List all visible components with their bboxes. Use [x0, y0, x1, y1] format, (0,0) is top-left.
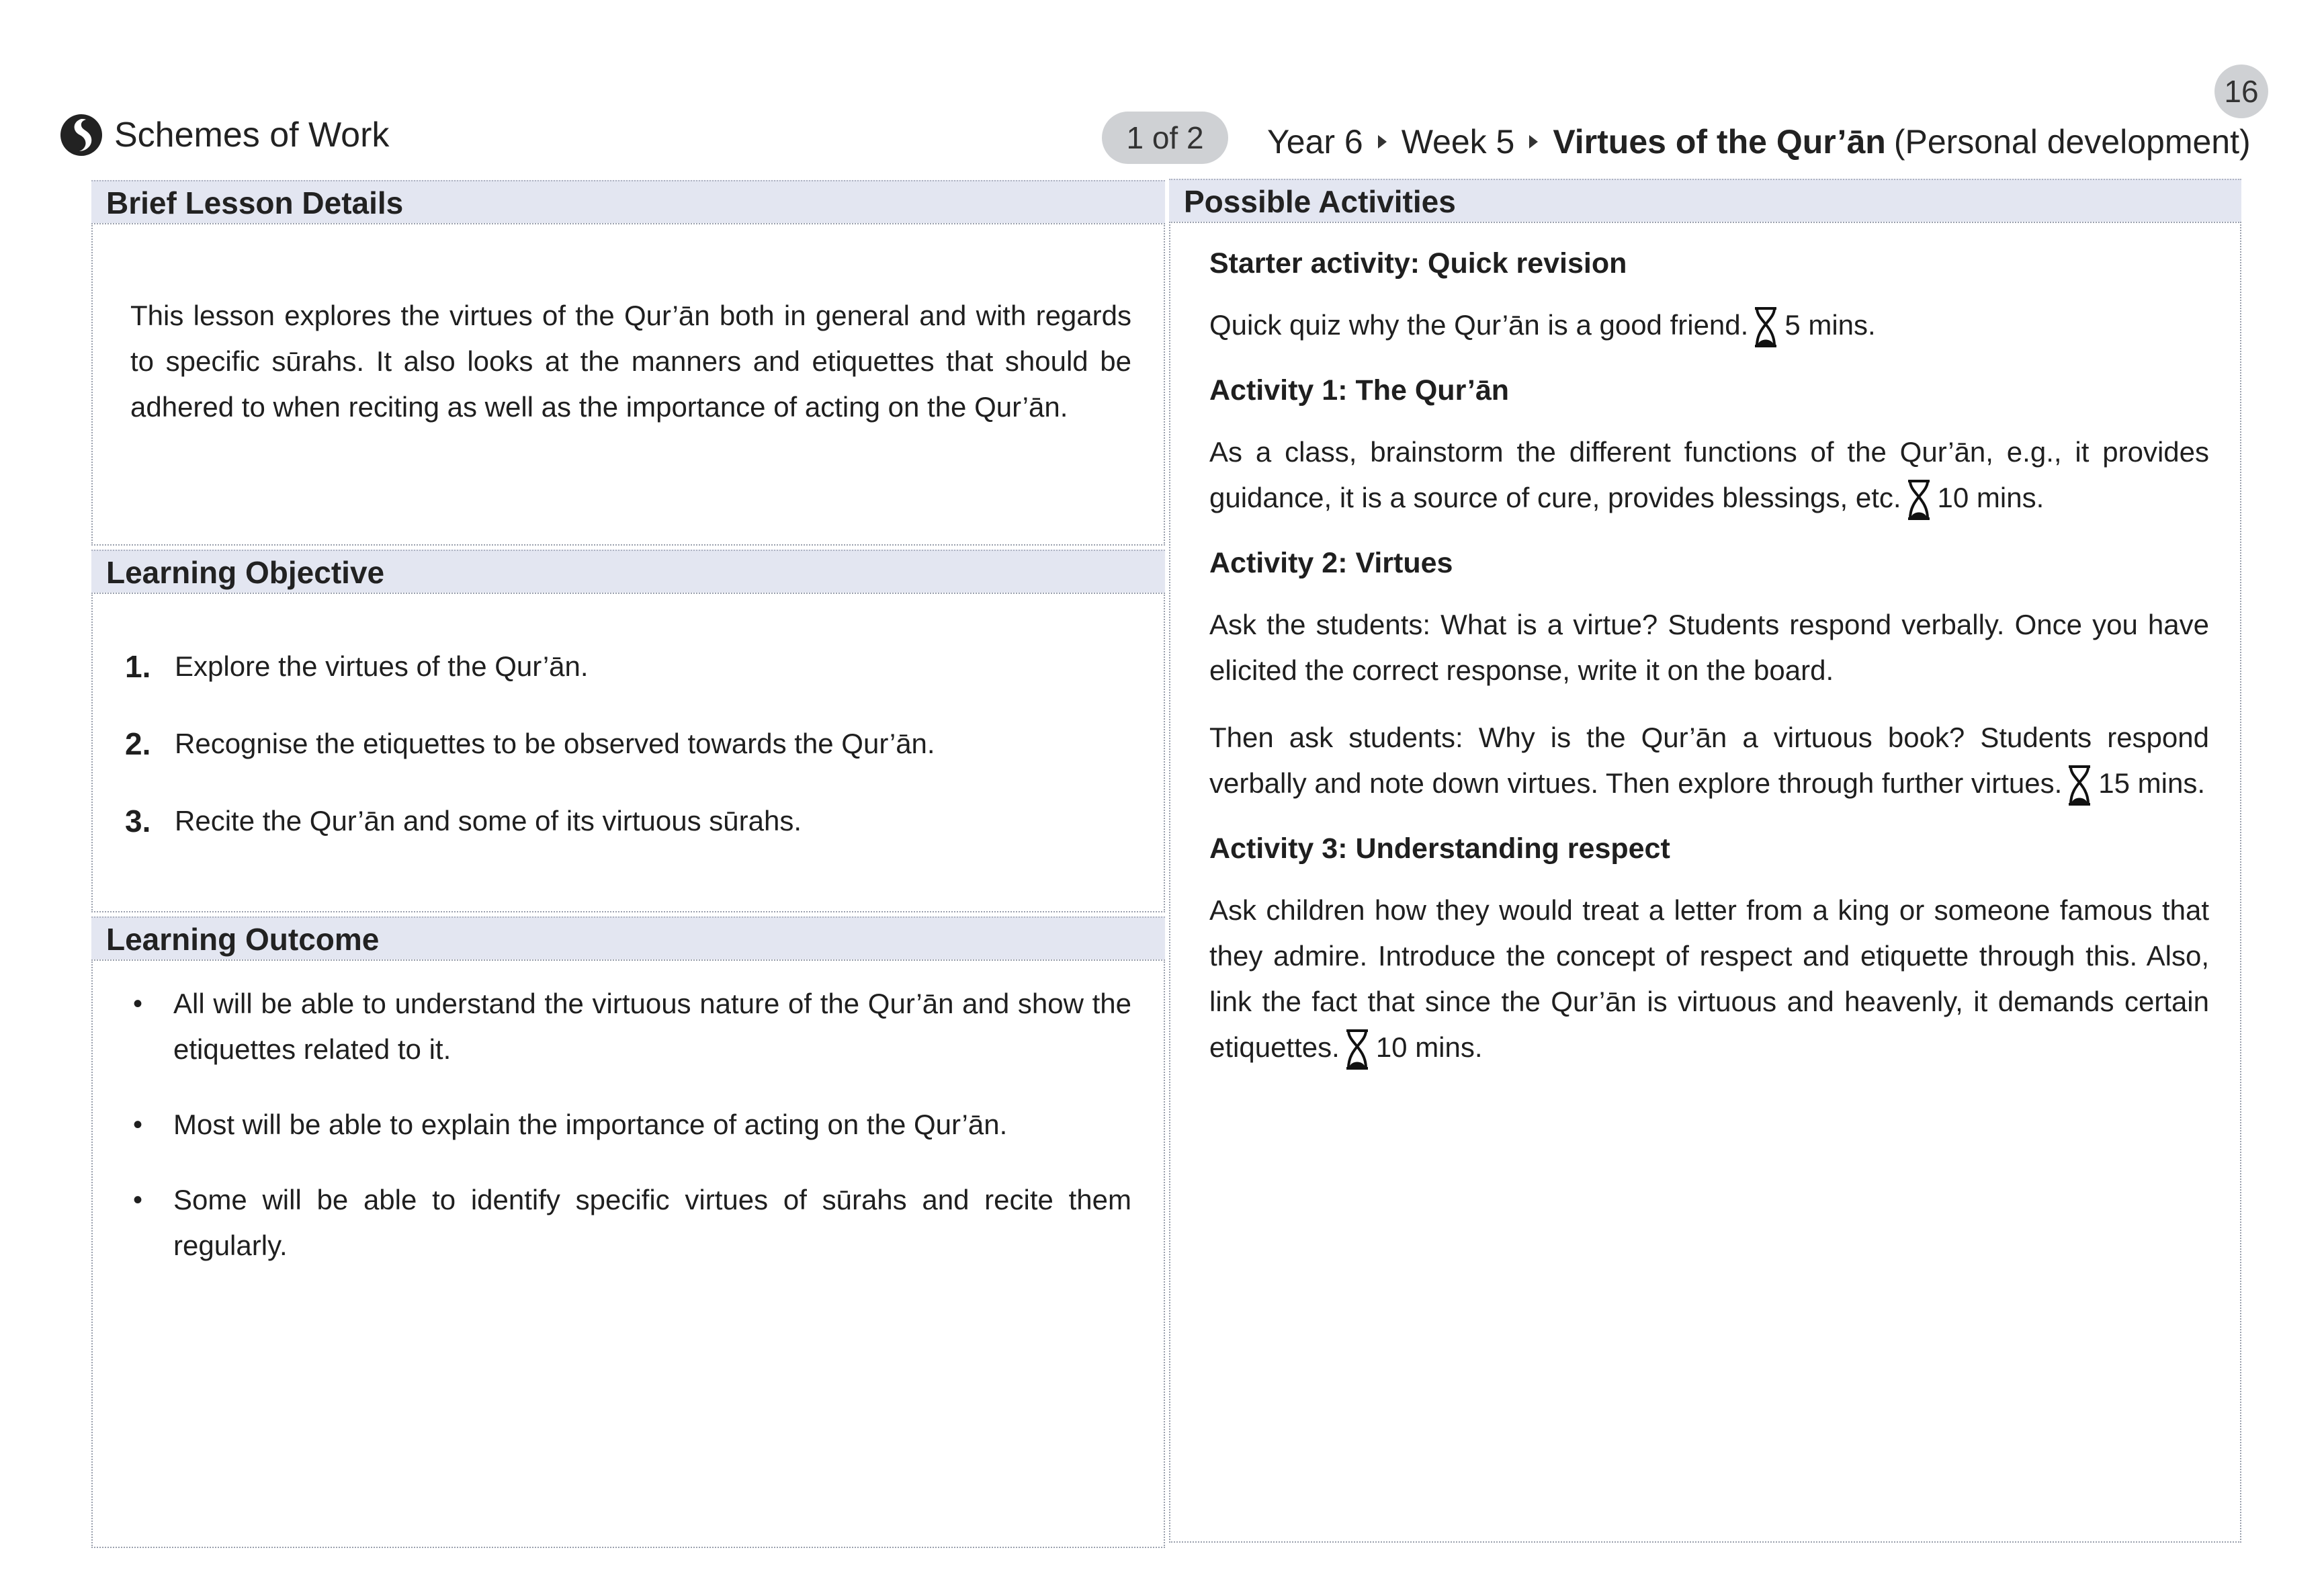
- objective-number: 3.: [125, 804, 151, 839]
- brief-lesson-heading: Brief Lesson Details: [91, 180, 1165, 223]
- possible-activities-heading: Possible Activities: [1169, 179, 2241, 222]
- hourglass-icon: [1342, 1028, 1372, 1071]
- learning-objective-body: [91, 593, 1165, 912]
- objective-number: 1.: [125, 649, 151, 684]
- objective-text: Recognise the etiquettes to be observed towards the Qur’ān.: [175, 728, 935, 759]
- starter-activity-text: Quick quiz why the Qur’ān is a good friend. 5 mins.: [1209, 302, 2209, 349]
- learning-objective-heading: Learning Objective: [91, 550, 1165, 593]
- bullet: •: [133, 989, 143, 1019]
- activity-2-text-2: Then ask students: Why is the Qur’ān a virtuous book? Students respond verbally and note down virtues. Then explore through further virtues. 15 mins.: [1209, 715, 2209, 807]
- hourglass-icon: [2065, 764, 2094, 807]
- brief-lesson-text: This lesson explores the virtues of the Qur’ān both in general and with regards to specific sūrahs. It also looks at the manners and etiquettes that should be adhered to when reciting as well as the importance of acting on the Qur’ān.: [130, 300, 1131, 423]
- activity-2-title: Activity 2: Virtues: [1209, 546, 1453, 579]
- activity-1-title: Activity 1: The Qur’ān: [1209, 374, 1510, 406]
- breadcrumb-week: Week 5: [1401, 123, 1515, 161]
- breadcrumb-arrow-icon: [1378, 135, 1387, 148]
- brief-lesson-body: [91, 223, 1165, 546]
- outcome-text: Most will be able to explain the importance of acting on the Qur’ān.: [173, 1109, 1008, 1140]
- outcome-item: [125, 1177, 1131, 1269]
- objective-list: [125, 644, 1137, 875]
- hourglass-icon: [1751, 306, 1780, 349]
- outcome-item: [125, 981, 1131, 1072]
- activity-3-time: 10 mins.: [1375, 1031, 1483, 1063]
- learning-outcome-panel: [91, 916, 1165, 1548]
- bullet: •: [133, 1185, 143, 1215]
- objective-item: [125, 644, 1137, 689]
- learning-outcome-heading: Learning Outcome: [91, 916, 1165, 959]
- page-number: 16: [2214, 65, 2268, 118]
- outcome-text: Some will be able to identify specific virtues of sūrahs and recite them regularly.: [173, 1184, 1131, 1261]
- outcome-text: All will be able to understand the virtuous nature of the Qur’ān and show the etiquettes related to it.: [173, 988, 1131, 1065]
- page-indicator: 1 of 2: [1102, 112, 1228, 164]
- lesson-title: Virtues of the Qur’ān: [1553, 123, 1886, 161]
- breadcrumb-year: Year 6: [1267, 123, 1363, 161]
- learning-outcome-body: [91, 959, 1165, 1548]
- breadcrumb-arrow-icon: [1529, 135, 1538, 148]
- hourglass-icon: [1904, 478, 1934, 521]
- objective-text: Explore the virtues of the Qur’ān.: [175, 650, 589, 682]
- objective-item: [125, 721, 1137, 767]
- lesson-subtitle: (Personal development): [1893, 123, 2251, 161]
- activity-1-text: As a class, brainstorm the different functions of the Qur’ān, e.g., it provides guidance, it is a source of cure, provides blessings, etc. 10 mins.: [1209, 429, 2209, 521]
- brand-name: Schemes of Work: [114, 116, 390, 155]
- activity-1-time: 10 mins.: [1937, 481, 2045, 513]
- activity-3-title: Activity 3: Understanding respect: [1209, 832, 1670, 865]
- possible-activities-body: [1169, 222, 2241, 1543]
- objective-text: Recite the Qur’ān and some of its virtuous sūrahs.: [175, 805, 802, 837]
- activity-2-time: 15 mins.: [2098, 767, 2206, 799]
- schemes-logo-icon: [59, 113, 103, 157]
- brief-lesson-panel: [91, 180, 1165, 546]
- activity-2-text-1: Ask the students: What is a virtue? Students respond verbally. Once you have elicited the correct response, write it on the board.: [1209, 608, 2209, 686]
- starter-activity-time: 5 mins.: [1784, 309, 1876, 341]
- breadcrumb: [1267, 122, 2251, 161]
- objective-item: [125, 798, 1137, 844]
- activities-content: [1209, 243, 2209, 1093]
- objective-number: 2.: [125, 726, 151, 761]
- activity-3-text: Ask children how they would treat a letter from a king or someone famous that they admire. Introduce the concept of respect and etiquette through this. Also, link the fact that since the Qur’ān is virtuous and heavenly, it demands certain etiquettes. 10 mins.: [1209, 888, 2209, 1071]
- possible-activities-panel: [1169, 179, 2241, 1543]
- bullet: •: [133, 1110, 143, 1140]
- outcome-list: [125, 981, 1131, 1298]
- starter-activity-title: Starter activity: Quick revision: [1209, 247, 1627, 280]
- learning-objective-panel: [91, 550, 1165, 912]
- brand: [59, 113, 389, 157]
- outcome-item: [125, 1102, 1131, 1148]
